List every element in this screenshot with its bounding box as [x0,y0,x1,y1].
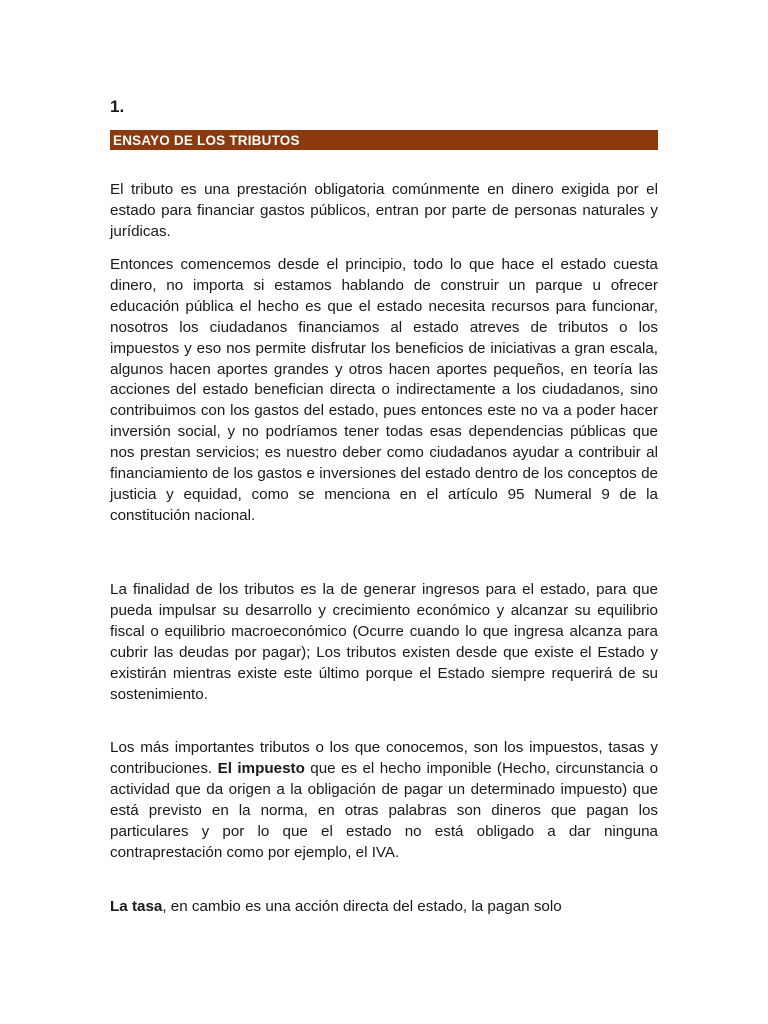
section-number: 1. [110,97,125,116]
paragraph-types-end: que es el hecho imponible (Hecho, circunstancia o actividad que da origen a la obligación de pagar un determinado impuesto) que está previsto en la norma, en otras palabras son dineros que pagan los particulares y por lo que el estado no está obligado a dar ninguna contraprestación como por ejemplo, el IVA. [110,759,659,861]
term-impuesto: El impuesto [217,759,305,777]
paragraph-tasa [110,897,658,918]
paragraph-types-start: Los más importantes tributos o los que conocemos, son los impuestos, tasas y contribuciones. [110,739,658,777]
paragraph-types [110,738,658,863]
paragraph-tasa-end: , en cambio es una acción directa del estado, la pagan solo [162,898,562,915]
paragraph-purpose: La finalidad de los tributos es la de generar ingresos para el estado, para que pueda impulsar su desarrollo y crecimiento económico y alcanzar su equilibrio fiscal o equilibrio macroeconómico (Ocurre cuando lo que ingresa alcanza para cubrir las deudas por pagar); Los tributos existen desde que existe el Estado y existirán mientras existe este último porque el Estado siempre requerirá de su sostenimiento. [110,581,658,703]
paragraph-definition: El tributo es una prestación obligatoria comúnmente en dinero exigida por el estado para financiar gastos públicos, entran por parte de personas naturales y jurídicas. [110,181,658,240]
section-title-banner: ENSAYO DE LOS TRIBUTOS [110,130,658,150]
paragraph-introduction: Entonces comencemos desde el principio, todo lo que hace el estado cuesta dinero, no importa si estamos hablando de construir un parque u ofrecer educación pública el hecho es que el estado necesita recursos para funcionar, nosotros los ciudadanos financiamos al estado atreves de tributos o los impuestos y eso nos permite disfrutar los beneficios de iniciativas a gran escala, algunos hacen aportes grandes y otros hacen aportes pequeños, en teoría las acciones del estado benefician directa o indirectamente a los ciudadanos, sino contribuimos con los gastos del estado, pues entonces este no va a poder hacer inversión social, y no podríamos tener todas esas dependencias públicas que nos prestan servicios; es nuestro deber como ciudadanos ayudar a contribuir al financiamiento de los gastos e inversiones del estado dentro de los conceptos de justicia y equidad, como se menciona en el artículo 95 Numeral 9 de la constitución nacional. [110,256,658,524]
term-tasa: La tasa [110,898,163,915]
